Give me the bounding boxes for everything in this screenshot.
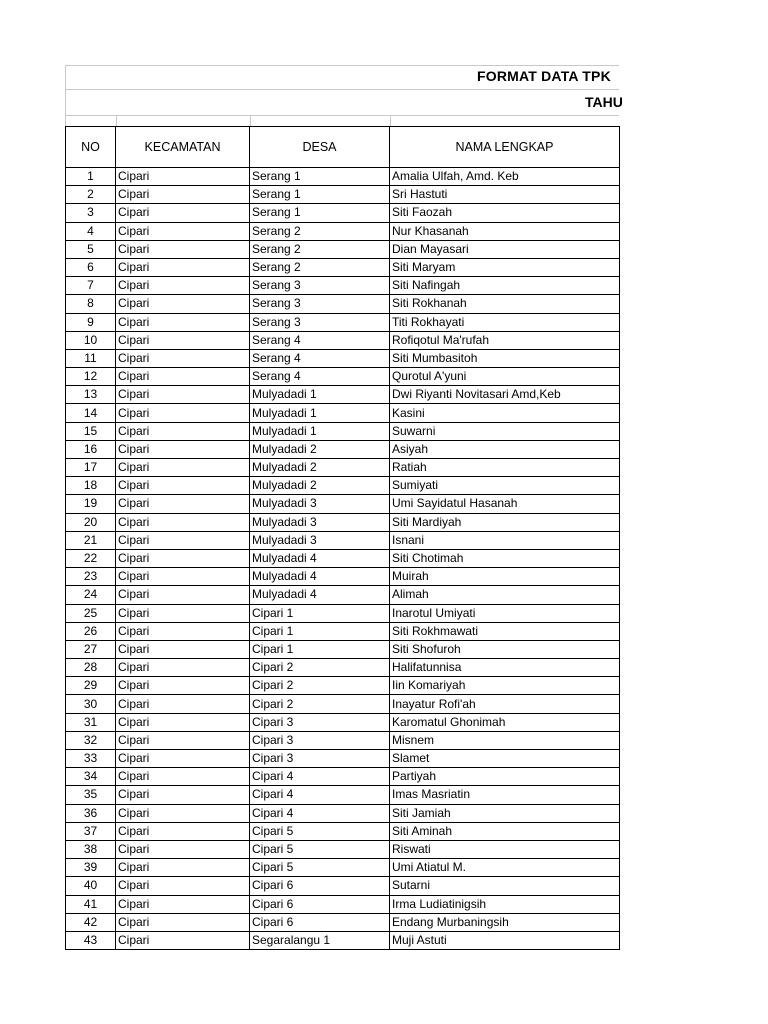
cell-nama[interactable]: Umi Atiatul M. [390, 859, 620, 877]
cell-no[interactable]: 33 [66, 750, 116, 768]
cell-no[interactable]: 32 [66, 731, 116, 749]
cell-desa[interactable]: Mulyadadi 4 [250, 586, 390, 604]
cell-nama[interactable]: Sumiyati [390, 477, 620, 495]
cell-kecamatan[interactable]: Cipari [116, 331, 250, 349]
cell-nama[interactable]: Asiyah [390, 440, 620, 458]
cell-no[interactable]: 6 [66, 258, 116, 276]
cell-no[interactable]: 1 [66, 168, 116, 186]
header-no: NO [66, 127, 116, 168]
cell-desa[interactable]: Mulyadadi 4 [250, 549, 390, 567]
cell-nama[interactable]: Halifatunnisa [390, 659, 620, 677]
table-row [66, 277, 620, 295]
cell-kecamatan[interactable]: Cipari [116, 931, 250, 949]
cell-desa[interactable]: Mulyadadi 1 [250, 404, 390, 422]
cell-no[interactable]: 30 [66, 695, 116, 713]
cell-desa[interactable]: Cipari 5 [250, 859, 390, 877]
cell-kecamatan[interactable]: Cipari [116, 568, 250, 586]
cell-nama[interactable]: Siti Nafingah [390, 277, 620, 295]
header-nama-lengkap: NAMA LENGKAP [390, 127, 620, 168]
cell-no[interactable]: 31 [66, 713, 116, 731]
cell-kecamatan[interactable]: Cipari [116, 750, 250, 768]
cell-desa[interactable]: Serang 3 [250, 313, 390, 331]
table-row [66, 731, 620, 749]
table-row [66, 750, 620, 768]
cell-desa[interactable]: Serang 4 [250, 368, 390, 386]
cell-no[interactable]: 42 [66, 913, 116, 931]
cell-nama[interactable]: Siti Shofuroh [390, 640, 620, 658]
cell-kecamatan[interactable]: Cipari [116, 295, 250, 313]
table-row [66, 240, 620, 258]
table-row [66, 459, 620, 477]
cell-desa[interactable]: Mulyadadi 2 [250, 440, 390, 458]
cell-desa[interactable]: Mulyadadi 1 [250, 386, 390, 404]
cell-desa[interactable]: Serang 1 [250, 186, 390, 204]
table-row [66, 258, 620, 276]
table-row [66, 422, 620, 440]
cell-desa[interactable]: Cipari 4 [250, 786, 390, 804]
cell-kecamatan[interactable]: Cipari [116, 786, 250, 804]
cell-desa[interactable]: Serang 2 [250, 258, 390, 276]
cell-nama[interactable]: Siti Mumbasitoh [390, 349, 620, 367]
cell-no[interactable]: 29 [66, 677, 116, 695]
cell-kecamatan[interactable]: Cipari [116, 677, 250, 695]
cell-no[interactable]: 21 [66, 531, 116, 549]
cell-kecamatan[interactable]: Cipari [116, 277, 250, 295]
sheet-title: FORMAT DATA TPK [477, 68, 611, 84]
cell-kecamatan[interactable]: Cipari [116, 495, 250, 513]
cell-no[interactable]: 22 [66, 549, 116, 567]
cell-no[interactable]: 13 [66, 386, 116, 404]
cell-no[interactable]: 10 [66, 331, 116, 349]
cell-nama[interactable]: Siti Chotimah [390, 549, 620, 567]
cell-desa[interactable]: Mulyadadi 2 [250, 477, 390, 495]
cell-desa[interactable]: Mulyadadi 3 [250, 495, 390, 513]
cell-kecamatan[interactable]: Cipari [116, 222, 250, 240]
cell-kecamatan[interactable]: Cipari [116, 713, 250, 731]
cell-no[interactable]: 20 [66, 513, 116, 531]
table-row [66, 204, 620, 222]
cell-kecamatan[interactable]: Cipari [116, 804, 250, 822]
cell-nama[interactable]: Sri Hastuti [390, 186, 620, 204]
cell-desa[interactable]: Cipari 5 [250, 822, 390, 840]
table-row [66, 713, 620, 731]
cell-kecamatan[interactable]: Cipari [116, 659, 250, 677]
cell-kecamatan[interactable]: Cipari [116, 404, 250, 422]
cell-nama[interactable]: Partiyah [390, 768, 620, 786]
cell-no[interactable]: 17 [66, 459, 116, 477]
table-row [66, 368, 620, 386]
table-row [66, 495, 620, 513]
cell-no[interactable]: 7 [66, 277, 116, 295]
cell-desa[interactable]: Cipari 2 [250, 659, 390, 677]
cell-no[interactable]: 18 [66, 477, 116, 495]
cell-no[interactable]: 4 [66, 222, 116, 240]
cell-kecamatan[interactable]: Cipari [116, 368, 250, 386]
cell-nama[interactable]: Siti Mardiyah [390, 513, 620, 531]
cell-no[interactable]: 5 [66, 240, 116, 258]
cell-kecamatan[interactable]: Cipari [116, 895, 250, 913]
cell-nama[interactable]: Iin Komariyah [390, 677, 620, 695]
cell-no[interactable]: 14 [66, 404, 116, 422]
cell-desa[interactable]: Cipari 3 [250, 731, 390, 749]
header-kecamatan: KECAMATAN [116, 127, 250, 168]
cell-desa[interactable]: Mulyadadi 3 [250, 513, 390, 531]
cell-no[interactable]: 24 [66, 586, 116, 604]
cell-no[interactable]: 23 [66, 568, 116, 586]
table-row [66, 404, 620, 422]
cell-desa[interactable]: Serang 3 [250, 295, 390, 313]
table-row [66, 622, 620, 640]
cell-nama[interactable]: Siti Maryam [390, 258, 620, 276]
cell-desa[interactable]: Mulyadadi 3 [250, 531, 390, 549]
cell-no[interactable]: 28 [66, 659, 116, 677]
title-row-1 [65, 65, 619, 89]
cell-desa[interactable]: Serang 1 [250, 168, 390, 186]
cell-kecamatan[interactable]: Cipari [116, 477, 250, 495]
cell-nama[interactable]: Umi Sayidatul Hasanah [390, 495, 620, 513]
table-row [66, 349, 620, 367]
cell-desa[interactable]: Cipari 2 [250, 695, 390, 713]
cell-desa[interactable]: Cipari 5 [250, 840, 390, 858]
cell-nama[interactable]: Nur Khasanah [390, 222, 620, 240]
table-row [66, 931, 620, 949]
cell-kecamatan[interactable]: Cipari [116, 586, 250, 604]
cell-kecamatan[interactable]: Cipari [116, 459, 250, 477]
cell-no[interactable]: 11 [66, 349, 116, 367]
cell-nama[interactable]: Ratiah [390, 459, 620, 477]
cell-nama[interactable]: Dwi Riyanti Novitasari Amd,Keb [390, 386, 620, 404]
cell-kecamatan[interactable]: Cipari [116, 240, 250, 258]
cell-kecamatan[interactable]: Cipari [116, 531, 250, 549]
cell-nama[interactable]: Qurotul A'yuni [390, 368, 620, 386]
table-row [66, 640, 620, 658]
cell-kecamatan[interactable]: Cipari [116, 877, 250, 895]
cell-desa[interactable]: Cipari 6 [250, 877, 390, 895]
cell-no[interactable]: 27 [66, 640, 116, 658]
table-row [66, 822, 620, 840]
cell-desa[interactable]: Mulyadadi 4 [250, 568, 390, 586]
cell-kecamatan[interactable]: Cipari [116, 440, 250, 458]
data-table [65, 126, 620, 950]
cell-nama[interactable]: Misnem [390, 731, 620, 749]
cell-desa[interactable]: Mulyadadi 2 [250, 459, 390, 477]
cell-nama[interactable]: Isnani [390, 531, 620, 549]
cell-no[interactable]: 2 [66, 186, 116, 204]
table-row [66, 386, 620, 404]
cell-nama[interactable]: Karomatul Ghonimah [390, 713, 620, 731]
cell-desa[interactable]: Cipari 6 [250, 913, 390, 931]
table-row [66, 549, 620, 567]
cell-no[interactable]: 39 [66, 859, 116, 877]
cell-nama[interactable]: Sutarni [390, 877, 620, 895]
cell-kecamatan[interactable]: Cipari [116, 258, 250, 276]
cell-desa[interactable]: Cipari 6 [250, 895, 390, 913]
cell-kecamatan[interactable]: Cipari [116, 422, 250, 440]
cell-nama[interactable]: Inarotul Umiyati [390, 604, 620, 622]
cell-kecamatan[interactable]: Cipari [116, 859, 250, 877]
cell-kecamatan[interactable]: Cipari [116, 549, 250, 567]
cell-no[interactable]: 16 [66, 440, 116, 458]
cell-desa[interactable]: Serang 1 [250, 204, 390, 222]
cell-no[interactable]: 37 [66, 822, 116, 840]
cell-desa[interactable]: Mulyadadi 1 [250, 422, 390, 440]
cell-no[interactable]: 36 [66, 804, 116, 822]
cell-nama[interactable]: Riswati [390, 840, 620, 858]
cell-no[interactable]: 43 [66, 931, 116, 949]
cell-desa[interactable]: Cipari 4 [250, 768, 390, 786]
table-row [66, 677, 620, 695]
header-row [66, 127, 620, 168]
table-row [66, 695, 620, 713]
table-row [66, 895, 620, 913]
cell-no[interactable]: 40 [66, 877, 116, 895]
table-row [66, 877, 620, 895]
cell-desa[interactable]: Serang 4 [250, 331, 390, 349]
cell-nama[interactable]: Muirah [390, 568, 620, 586]
table-row [66, 786, 620, 804]
table-row [66, 586, 620, 604]
cell-kecamatan[interactable]: Cipari [116, 913, 250, 931]
table-row [66, 804, 620, 822]
cell-kecamatan[interactable]: Cipari [116, 386, 250, 404]
table-row [66, 313, 620, 331]
table-row [66, 513, 620, 531]
cell-desa[interactable]: Cipari 1 [250, 604, 390, 622]
cell-nama[interactable]: Rofiqotul Ma'rufah [390, 331, 620, 349]
table-row [66, 913, 620, 931]
table-row [66, 568, 620, 586]
cell-kecamatan[interactable]: Cipari [116, 768, 250, 786]
cell-nama[interactable]: Siti Rokhmawati [390, 622, 620, 640]
cell-nama[interactable]: Siti Rokhanah [390, 295, 620, 313]
cell-desa[interactable]: Serang 2 [250, 222, 390, 240]
cell-nama[interactable]: Irma Ludiatinigsih [390, 895, 620, 913]
table-row [66, 840, 620, 858]
cell-nama[interactable]: Siti Faozah [390, 204, 620, 222]
cell-no[interactable]: 35 [66, 786, 116, 804]
cell-nama[interactable]: Endang Murbaningsih [390, 913, 620, 931]
table-row [66, 859, 620, 877]
cell-no[interactable]: 34 [66, 768, 116, 786]
cell-desa[interactable]: Cipari 4 [250, 804, 390, 822]
cell-kecamatan[interactable]: Cipari [116, 349, 250, 367]
cell-nama[interactable]: Dian Mayasari [390, 240, 620, 258]
table-row [66, 604, 620, 622]
cell-no[interactable]: 25 [66, 604, 116, 622]
table-row [66, 531, 620, 549]
cell-nama[interactable]: Amalia Ulfah, Amd. Keb [390, 168, 620, 186]
cell-nama[interactable]: Imas Masriatin [390, 786, 620, 804]
cell-no[interactable]: 8 [66, 295, 116, 313]
cell-nama[interactable]: Muji Astuti [390, 931, 620, 949]
cell-kecamatan[interactable]: Cipari [116, 186, 250, 204]
table-row [66, 440, 620, 458]
cell-desa[interactable]: Cipari 1 [250, 622, 390, 640]
sheet-subtitle: TAHU [585, 94, 623, 110]
cell-nama[interactable]: Suwarni [390, 422, 620, 440]
cell-no[interactable]: 26 [66, 622, 116, 640]
table-row [66, 168, 620, 186]
cell-kecamatan[interactable]: Cipari [116, 168, 250, 186]
table-row [66, 477, 620, 495]
cell-kecamatan[interactable]: Cipari [116, 513, 250, 531]
cell-desa[interactable]: Serang 3 [250, 277, 390, 295]
cell-desa[interactable]: Cipari 2 [250, 677, 390, 695]
cell-kecamatan[interactable]: Cipari [116, 313, 250, 331]
empty-row [65, 116, 619, 126]
cell-kecamatan[interactable]: Cipari [116, 695, 250, 713]
cell-nama[interactable]: Siti Aminah [390, 822, 620, 840]
table-row [66, 222, 620, 240]
cell-no[interactable]: 38 [66, 840, 116, 858]
cell-nama[interactable]: Siti Jamiah [390, 804, 620, 822]
cell-no[interactable]: 12 [66, 368, 116, 386]
cell-nama[interactable]: Kasini [390, 404, 620, 422]
cell-kecamatan[interactable]: Cipari [116, 640, 250, 658]
cell-nama[interactable]: Slamet [390, 750, 620, 768]
table-row [66, 295, 620, 313]
cell-desa[interactable]: Cipari 3 [250, 713, 390, 731]
cell-desa[interactable]: Cipari 1 [250, 640, 390, 658]
cell-no[interactable]: 19 [66, 495, 116, 513]
table-row [66, 659, 620, 677]
cell-kecamatan[interactable]: Cipari [116, 604, 250, 622]
cell-desa[interactable]: Serang 2 [250, 240, 390, 258]
cell-no[interactable]: 9 [66, 313, 116, 331]
cell-desa[interactable]: Segaralangu 1 [250, 931, 390, 949]
table-row [66, 331, 620, 349]
title-row-2 [65, 89, 623, 116]
cell-kecamatan[interactable]: Cipari [116, 204, 250, 222]
cell-kecamatan[interactable]: Cipari [116, 622, 250, 640]
table-row [66, 186, 620, 204]
cell-desa[interactable]: Serang 4 [250, 349, 390, 367]
table-row [66, 768, 620, 786]
cell-nama[interactable]: Inayatur Rofi'ah [390, 695, 620, 713]
header-desa: DESA [250, 127, 390, 168]
cell-kecamatan[interactable]: Cipari [116, 840, 250, 858]
cell-no[interactable]: 15 [66, 422, 116, 440]
cell-no[interactable]: 41 [66, 895, 116, 913]
cell-no[interactable]: 3 [66, 204, 116, 222]
cell-desa[interactable]: Cipari 3 [250, 750, 390, 768]
spreadsheet [65, 65, 623, 950]
cell-kecamatan[interactable]: Cipari [116, 731, 250, 749]
cell-kecamatan[interactable]: Cipari [116, 822, 250, 840]
cell-nama[interactable]: Titi Rokhayati [390, 313, 620, 331]
cell-nama[interactable]: Alimah [390, 586, 620, 604]
